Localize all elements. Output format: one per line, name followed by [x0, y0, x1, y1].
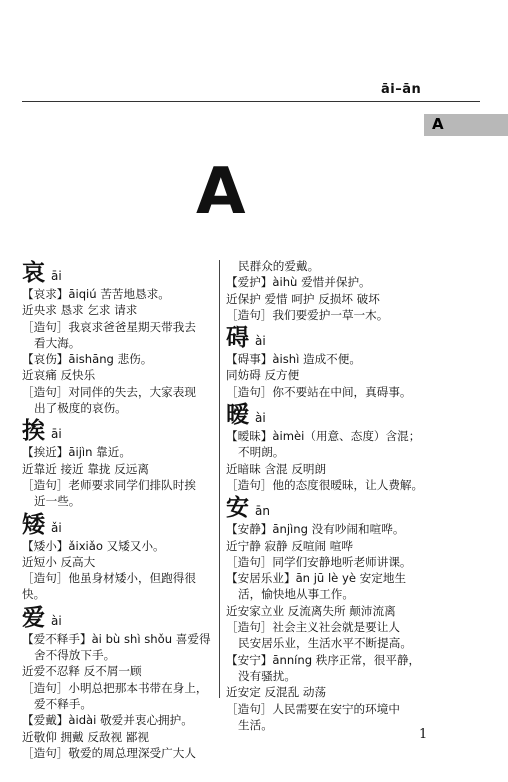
entry-line: 【碍事】àishì 造成不便。: [226, 352, 361, 367]
entry-line: ［造句］我们要爱护一草一木。: [226, 307, 389, 322]
headword: [226, 402, 424, 428]
entry-line: ［造句］敬爱的周总理深受广大人: [22, 745, 196, 760]
headword-char: 挨: [22, 417, 45, 445]
entry-line: 【暧昧】àimèi（用意、态度）含混；: [226, 429, 421, 444]
headword-pinyin: ài: [255, 411, 266, 426]
entry-line: ［造句］同学们安静地听老师讲课。: [226, 554, 412, 569]
headword-char: 哀: [22, 259, 45, 286]
entry-line: ［造句］你不要站在中间，真碍事。: [226, 384, 412, 399]
entry-line: 近安定 反混乱 动荡: [226, 685, 327, 700]
entry-line: 近一些。: [34, 494, 81, 509]
entry-line: 不明朗。: [238, 445, 285, 460]
left-column: [22, 258, 218, 761]
column-divider: [219, 260, 220, 698]
entry-line: ［造句］小明总把那本书带在身上，: [22, 680, 208, 695]
entry-line: 生活。: [238, 717, 273, 732]
entry-line: 近哀痛 反快乐: [22, 368, 96, 383]
entry-line: ［造句］他的态度很暧昧，让人费解。: [226, 477, 424, 492]
entry-line: 【爱护】àihù 爱惜并保护。: [226, 275, 371, 290]
entry-line: 【安居乐业】ān jū lè yè 安定地生: [226, 571, 407, 586]
entry-line: 近宁静 寂静 反喧闹 喧哗: [226, 538, 353, 553]
headword-pinyin: āi: [51, 269, 62, 283]
entry-line: 近短小 反高大: [22, 554, 96, 569]
entry-line: 【哀求】āiqiú 苦苦地恳求。: [22, 287, 170, 301]
entry-line: 近央求 恳求 乞求 请求: [22, 303, 138, 318]
entry-line: 活，愉快地从事工作。: [238, 587, 354, 602]
entry-line: 【挨近】āijìn 靠近。: [22, 445, 131, 460]
headword-char: 爱: [22, 603, 45, 631]
entry-line: 【矮小】ǎixiǎo 又矮又小。: [22, 538, 165, 553]
headword: [22, 605, 218, 631]
entry-line: ［造句］老师要求同学们排队时挨: [22, 477, 196, 492]
entry-line: ［造句］社会主义社会就是要让人: [226, 620, 400, 635]
entry-line: ［造句］人民需要在安宁的环境中: [226, 701, 400, 716]
headword-char: 碍: [226, 324, 249, 352]
entry-line: 民群众的爱戴。: [238, 259, 320, 273]
headword: [22, 512, 218, 538]
header-rule: [22, 101, 480, 102]
entry-line: 民安居乐业，生活水平不断提高。: [238, 636, 412, 651]
entry-line: 近靠近 接近 靠拢 反远离: [22, 461, 149, 476]
headword: [22, 418, 218, 444]
page-header-range: āi–ān: [381, 82, 422, 97]
entry-line: 近保护 爱惜 呵护 反损坏 破坏: [226, 291, 380, 306]
entry-line: 【安静】ānjìng 没有吵闹和喧哗。: [226, 522, 405, 537]
letter-index-tab-label: A: [432, 115, 444, 133]
entry-line: 【爱戴】àidài 敬爱并衷心拥护。: [22, 713, 193, 728]
headword-char: 安: [226, 494, 249, 522]
entry-line: 近爱不忍释 反不屑一顾: [22, 664, 142, 679]
headword-pinyin: ān: [255, 504, 270, 519]
entry-line: 近安家立业 反流离失所 颠沛流离: [226, 603, 396, 618]
entry-line: ［造句］对同伴的失去，大家表现: [22, 384, 196, 399]
entry-line: 近敬仰 拥戴 反敌视 鄙视: [22, 729, 149, 744]
headword: [226, 325, 424, 351]
entry-line: ［造句］他虽身材矮小，但跑得很快。: [22, 571, 196, 602]
entry-line: 舍不得放下手。: [34, 648, 116, 663]
headword-pinyin: ài: [51, 613, 62, 628]
page-number: 1: [419, 727, 428, 742]
headword: [226, 495, 424, 521]
entry-line: 同妨碍 反方便: [226, 368, 300, 383]
entry-line: 【安宁】ānníng 秩序正常，很平静，: [226, 652, 421, 667]
headword-char: 暧: [226, 401, 249, 429]
letter-index-tab: [424, 114, 508, 136]
entry-line: 爱不释手。: [34, 696, 92, 711]
headword: [22, 260, 218, 286]
entry-line: ［造句］我哀求爸爸星期天带我去: [22, 319, 196, 334]
entry-line: 没有骚扰。: [238, 668, 296, 683]
headword-pinyin: ǎi: [51, 520, 62, 535]
headword-pinyin: āi: [51, 427, 62, 442]
entry-line: 【哀伤】āishāng 悲伤。: [22, 352, 153, 367]
entry-line: 出了极度的哀伤。: [34, 401, 127, 416]
headword-pinyin: ài: [255, 334, 266, 349]
section-letter: A: [196, 155, 246, 229]
headword-char: 矮: [22, 510, 45, 538]
entry-line: 【爱不释手】ài bù shì shǒu 喜爱得: [22, 631, 211, 646]
entry-line: 近暗昧 含混 反明朗: [226, 461, 327, 476]
right-column: [226, 258, 424, 733]
entry-line: 看大海。: [34, 335, 81, 350]
